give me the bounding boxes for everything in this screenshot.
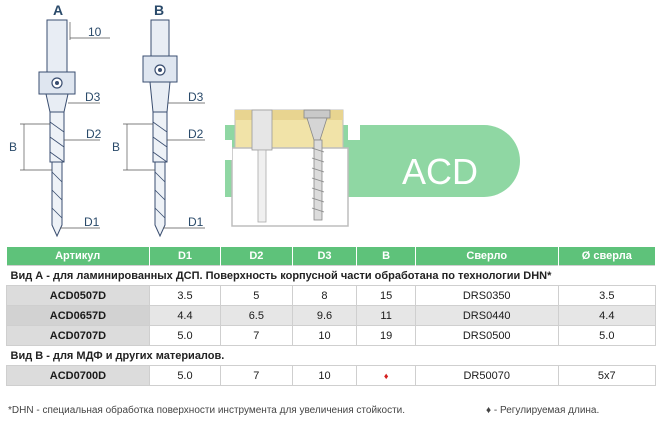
table-row <box>7 366 656 386</box>
table-row <box>7 326 656 346</box>
spec-table <box>6 247 656 386</box>
dim-d3-label-b: D3 <box>188 90 204 104</box>
col-d1: D1 <box>149 247 220 266</box>
cell-article: ACD0700D <box>7 366 150 386</box>
section-row-a <box>7 266 656 286</box>
footnote-length-text: ♦ - Регулируемая длина. <box>486 405 600 416</box>
footnote-dhn: *DHN - специальная обработка поверхности инструмента для увеличения стойкости. <box>8 405 406 416</box>
col-article: Артикул <box>7 247 150 266</box>
cell-d3: 8 <box>292 286 357 306</box>
section-row-b <box>7 346 656 366</box>
cell-d2: 6.5 <box>221 306 292 326</box>
cell-d1: 3.5 <box>149 286 220 306</box>
cell-drill-diameter: 4.4 <box>558 306 655 326</box>
dim-d2-label-b: D2 <box>188 127 204 141</box>
cell-b-adjustable <box>357 366 415 386</box>
dim-b-label-a: B <box>9 140 18 154</box>
cell-drill-diameter: 5.0 <box>558 326 655 346</box>
cell-article: ACD0707D <box>7 326 150 346</box>
col-b: B <box>357 247 415 266</box>
diamond-icon: ♦ <box>383 370 389 381</box>
dim-b-label-b: B <box>112 140 121 154</box>
tool-b-illustration <box>112 2 205 236</box>
dim-d3-label-a: D3 <box>85 90 101 104</box>
tool-a-label: A <box>53 2 64 18</box>
col-d3: D3 <box>292 247 357 266</box>
footnote-adjustable-length <box>486 405 599 416</box>
col-drill-diameter: Ø сверла <box>558 247 655 266</box>
col-d2: D2 <box>221 247 292 266</box>
table-header-row <box>7 247 656 266</box>
dim-10-label: 10 <box>88 25 102 39</box>
footnotes <box>8 405 658 421</box>
cell-d2: 5 <box>221 286 292 306</box>
cell-drill: DRS0440 <box>415 306 558 326</box>
board-cross-section <box>222 110 360 226</box>
cell-b: 19 <box>357 326 415 346</box>
cell-article: ACD0507D <box>7 286 150 306</box>
dim-d1-label-a: D1 <box>84 215 100 229</box>
dim-d2-label-a: D2 <box>86 127 102 141</box>
cell-drill: DRS0500 <box>415 326 558 346</box>
cell-d1: 4.4 <box>149 306 220 326</box>
dim-d1-label-b: D1 <box>188 215 204 229</box>
tool-a-illustration <box>9 2 110 236</box>
cell-d3: 10 <box>292 366 357 386</box>
cell-d1: 5.0 <box>149 326 220 346</box>
col-drill: Сверло <box>415 247 558 266</box>
section-b-title: Вид В - для МДФ и других материалов. <box>7 346 656 366</box>
section-a-title: Вид А - для ламинированных ДСП. Поверхность корпусной части обработана по технологии DHN* <box>7 266 656 286</box>
cell-drill: DRS0350 <box>415 286 558 306</box>
cell-d3: 9.6 <box>292 306 357 326</box>
acd-banner-text: ACD <box>402 151 479 192</box>
table-row <box>7 286 656 306</box>
cell-b: 15 <box>357 286 415 306</box>
table-row <box>7 306 656 326</box>
cell-d1: 5.0 <box>149 366 220 386</box>
cell-drill-diameter: 3.5 <box>558 286 655 306</box>
cell-article: ACD0657D <box>7 306 150 326</box>
cell-d2: 7 <box>221 366 292 386</box>
cell-drill-diameter: 5x7 <box>558 366 655 386</box>
tool-b-label: B <box>154 2 165 18</box>
cell-d2: 7 <box>221 326 292 346</box>
cell-drill: DR50070 <box>415 366 558 386</box>
cell-d3: 10 <box>292 326 357 346</box>
cell-b: 11 <box>357 306 415 326</box>
